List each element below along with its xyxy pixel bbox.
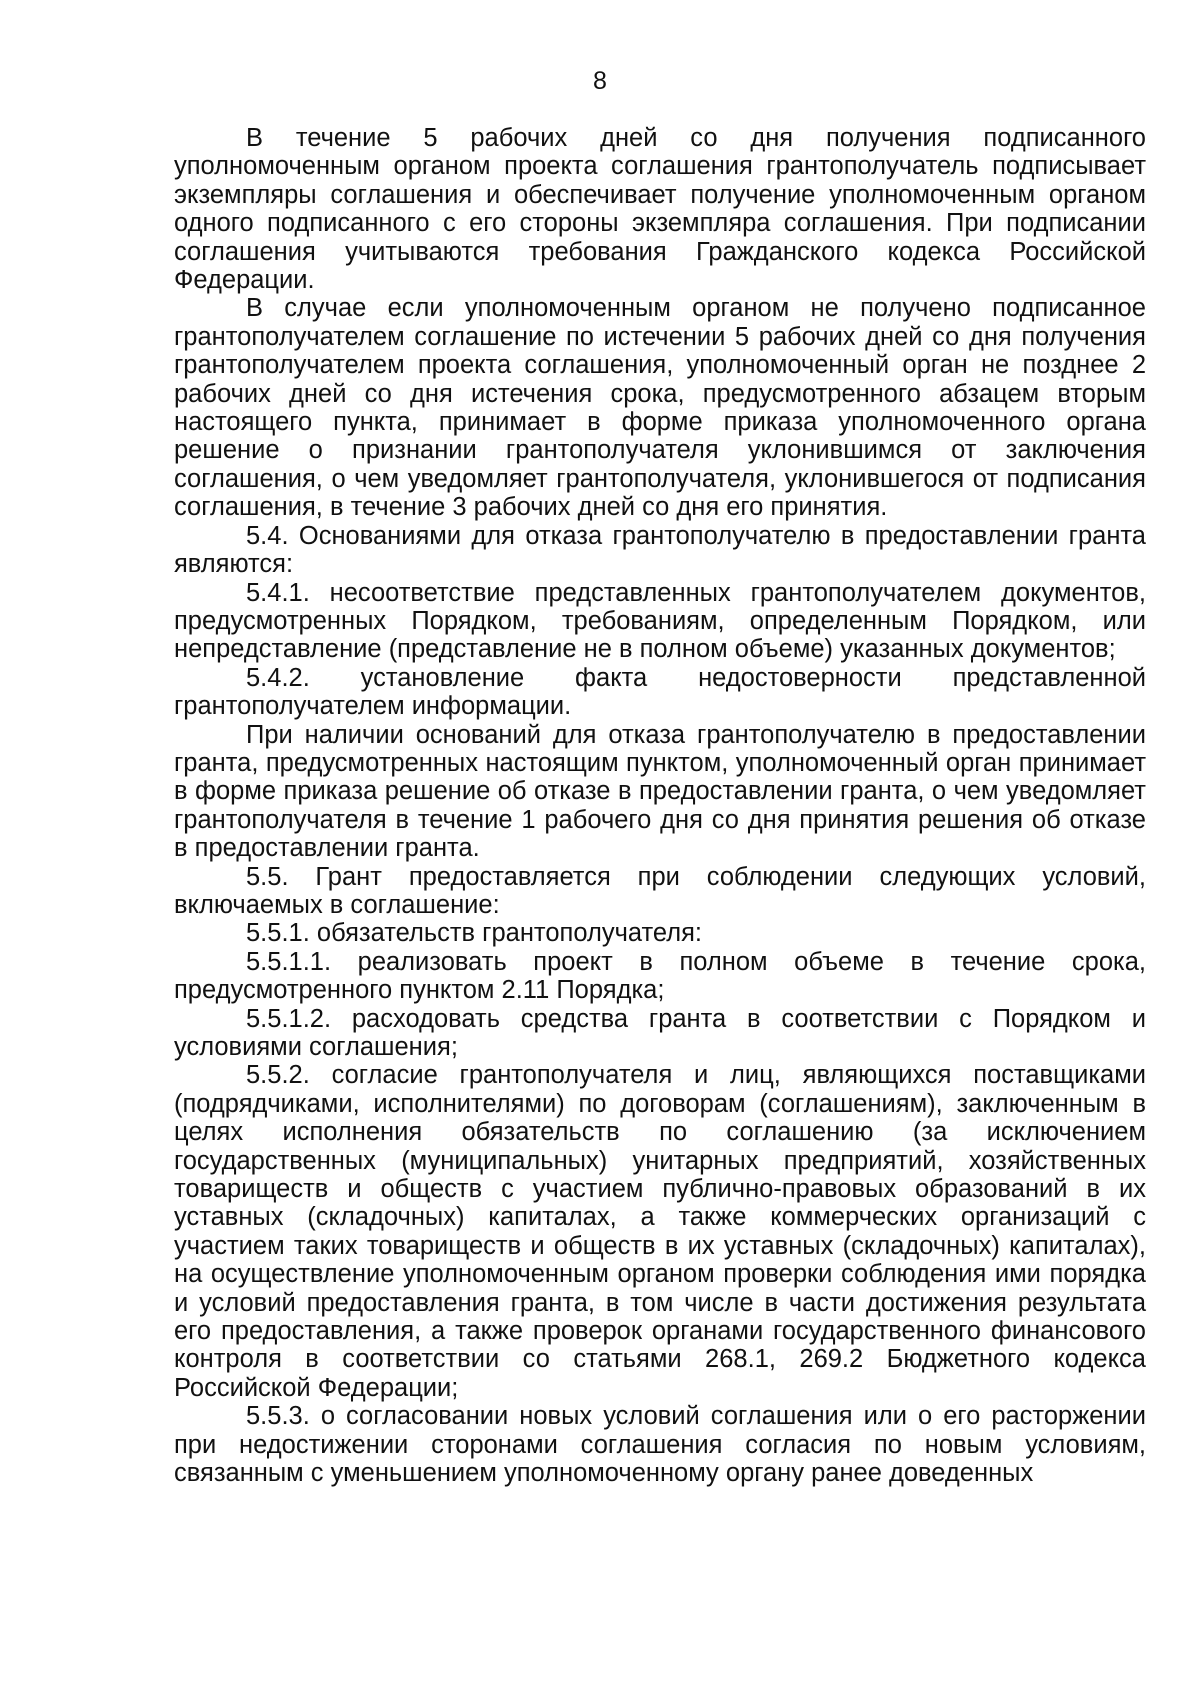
paragraph-5-5-2: 5.5.2. согласие грантополучателя и лиц, являющихся поставщиками (подрядчиками, исполнителями) по договорам (соглашениям), заключенным в целях исполнения обязательств по соглашению (за исключением государственных (муниципальных) унитарных предприятий, хозяйственных товариществ и обществ с участием публично-правовых образований в их уставных (складочных) капиталах, а также коммерческих организаций с участием таких товариществ и обществ в их уставных (складочных) капиталах), на осуществление уполномоченным органом проверки соблюдения ими порядка и условий предоставления гранта, в том числе в части достижения результата его предоставления, а также проверок органами государственного финансового контроля в соответствии со статьями 268.1, 269.2 Бюджетного кодекса Российской Федерации;: [174, 1061, 1146, 1402]
paragraph-5-5-3: 5.5.3. о согласовании новых условий соглашения или о его расторжении при недостижении сторонами соглашения согласия по новым условиям, связанным с уменьшением уполномоченному органу ранее доведенных: [174, 1402, 1146, 1488]
paragraph-5-4-2: 5.4.2. установление факта недостоверности представленной грантополучателем информации.: [174, 663, 1146, 721]
paragraph-5-4: 5.4. Основаниями для отказа грантополучателю в предоставлении гранта являются:: [174, 521, 1146, 579]
page-number: 8: [593, 67, 607, 95]
paragraph-refusal-notice: При наличии оснований для отказа грантополучателю в предоставлении гранта, предусмотренных настоящим пунктом, уполномоченный орган принимает в форме приказа решение об отказе в предоставлении гранта, о чем уведомляет грантополучателя в течение 1 рабочего дня со дня принятия решения об отказе в предоставлении гранта.: [174, 720, 1146, 863]
paragraph-5-5-1-1: 5.5.1.1. реализовать проект в полном объеме в течение срока, предусмотренного пунктом 2.11 Порядка;: [174, 947, 1146, 1005]
paragraph-signing-term: В течение 5 рабочих дней со дня получения подписанного уполномоченным органом проекта соглашения грантополучатель подписывает экземпляры соглашения и обеспечивает получение уполномоченным органом одного подписанного с его стороны экземпляра соглашения. При подписании соглашения учитываются требования Гражданского кодекса Российской Федерации.: [174, 124, 1146, 295]
document-body: [174, 124, 1146, 1488]
paragraph-evasion: В случае если уполномоченным органом не получено подписанное грантополучателем соглашение по истечении 5 рабочих дней со дня получения грантополучателем проекта соглашения, уполномоченный орган не позднее 2 рабочих дней со дня истечения срока, предусмотренного абзацем вторым настоящего пункта, принимает в форме приказа уполномоченного органа решение о признании грантополучателя уклонившимся от заключения соглашения, о чем уведомляет грантополучателя, уклонившегося от подписания соглашения, в течение 3 рабочих дней со дня его принятия.: [174, 294, 1146, 522]
paragraph-5-5-1-2: 5.5.1.2. расходовать средства гранта в соответствии с Порядком и условиями соглашения;: [174, 1004, 1146, 1061]
paragraph-5-4-1: 5.4.1. несоответствие представленных грантополучателем документов, предусмотренных Порядком, требованиям, определенным Порядком, или непредставление (представление не в полном объеме) указанных документов;: [174, 578, 1146, 664]
paragraph-5-5-1: 5.5.1. обязательств грантополучателя:: [246, 919, 702, 948]
paragraph-5-5: 5.5. Грант предоставляется при соблюдении следующих условий, включаемых в соглашение:: [174, 862, 1146, 919]
